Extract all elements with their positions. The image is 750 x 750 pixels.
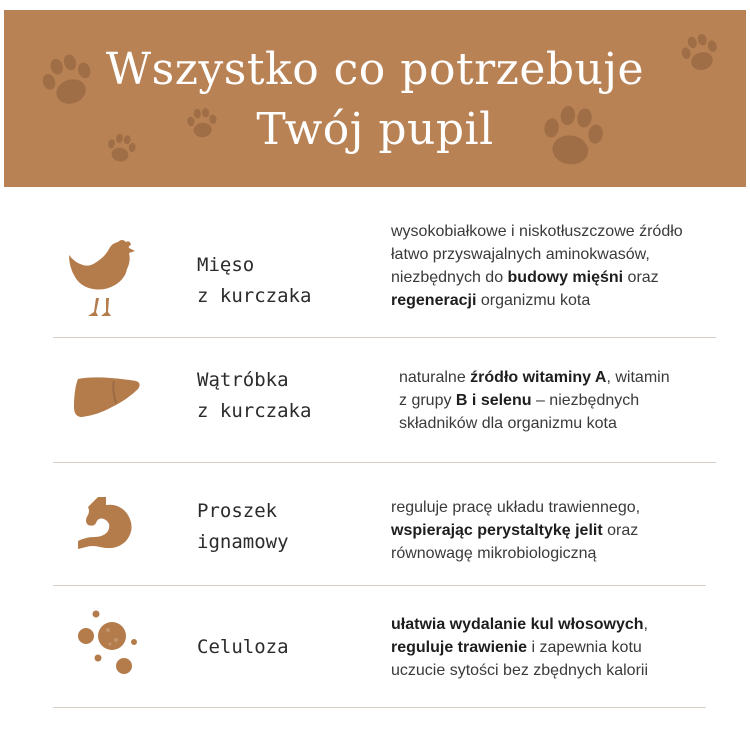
description-line: [391, 496, 640, 519]
description-line: [391, 519, 640, 542]
description-line: [399, 412, 670, 435]
stomach-icon: [78, 497, 134, 553]
description-line: [391, 266, 683, 289]
ingredient-description: [391, 496, 640, 565]
description-highlight: regeneracji: [391, 292, 477, 309]
description-highlight: źródło witaminy A: [470, 369, 607, 386]
description-highlight: reguluje trawienie: [391, 639, 528, 656]
description-line: [399, 389, 670, 412]
description-text: niezbędnych do: [391, 269, 508, 286]
description-text: ,: [643, 616, 648, 633]
description-text: organizmu kota: [476, 292, 591, 309]
ingredient-name: Mięso z kurczaka: [197, 254, 312, 307]
description-text: oraz: [623, 269, 659, 286]
description-text: – niezbędnych: [531, 392, 640, 409]
header-banner: [4, 10, 746, 187]
description-highlight: ułatwia wydalanie kul włosowych: [391, 616, 644, 633]
description-line: [391, 636, 648, 659]
description-text: oraz: [602, 522, 639, 539]
title-line-2: Twój pupil: [256, 104, 494, 155]
description-text: i zapewnia kotu: [527, 639, 642, 656]
description-line: [391, 613, 648, 636]
description-line: [391, 659, 648, 682]
description-line: [399, 366, 670, 389]
description-text: , witamin: [606, 369, 670, 386]
ingredient-description: [391, 220, 683, 312]
description-line: [391, 220, 683, 243]
description-text: składników dla organizmu kota: [399, 415, 617, 432]
description-text: z grupy: [399, 392, 456, 409]
divider: [53, 585, 706, 586]
ingredient-name: Wątróbka z kurczaka: [197, 369, 312, 422]
cellulose-icon: [74, 610, 140, 680]
description-line: [391, 542, 640, 565]
divider: [53, 462, 716, 463]
description-line: [391, 243, 683, 266]
ingredient-name: Proszek ignamowy: [197, 500, 289, 553]
description-highlight: wspierając perystaltykę jelit: [391, 522, 603, 539]
description-text: reguluje pracę układu trawiennego,: [391, 499, 641, 516]
ingredient-name: Celuloza: [197, 636, 289, 658]
description-text: równowagę mikrobiologiczną: [391, 545, 597, 562]
ingredient-description: [399, 366, 670, 435]
title-line-1: Wszystko co potrzebuje: [105, 44, 645, 95]
ingredient-description: [391, 613, 648, 682]
description-text: wysokobiałkowe i niskotłuszczowe źródło: [391, 223, 683, 240]
description-text: łatwo przyswajalnych aminokwasów,: [391, 246, 650, 263]
description-highlight: budowy mięśni: [507, 269, 624, 286]
page-title: [4, 40, 746, 160]
divider: [53, 337, 716, 338]
liver-icon: [74, 375, 140, 423]
description-line: [391, 289, 683, 312]
chicken-icon: [66, 236, 138, 324]
description-text: naturalne: [399, 369, 471, 386]
description-highlight: B i selenu: [455, 392, 532, 409]
description-text: uczucie sytości bez zbędnych kalorii: [391, 662, 649, 679]
divider: [53, 707, 706, 708]
